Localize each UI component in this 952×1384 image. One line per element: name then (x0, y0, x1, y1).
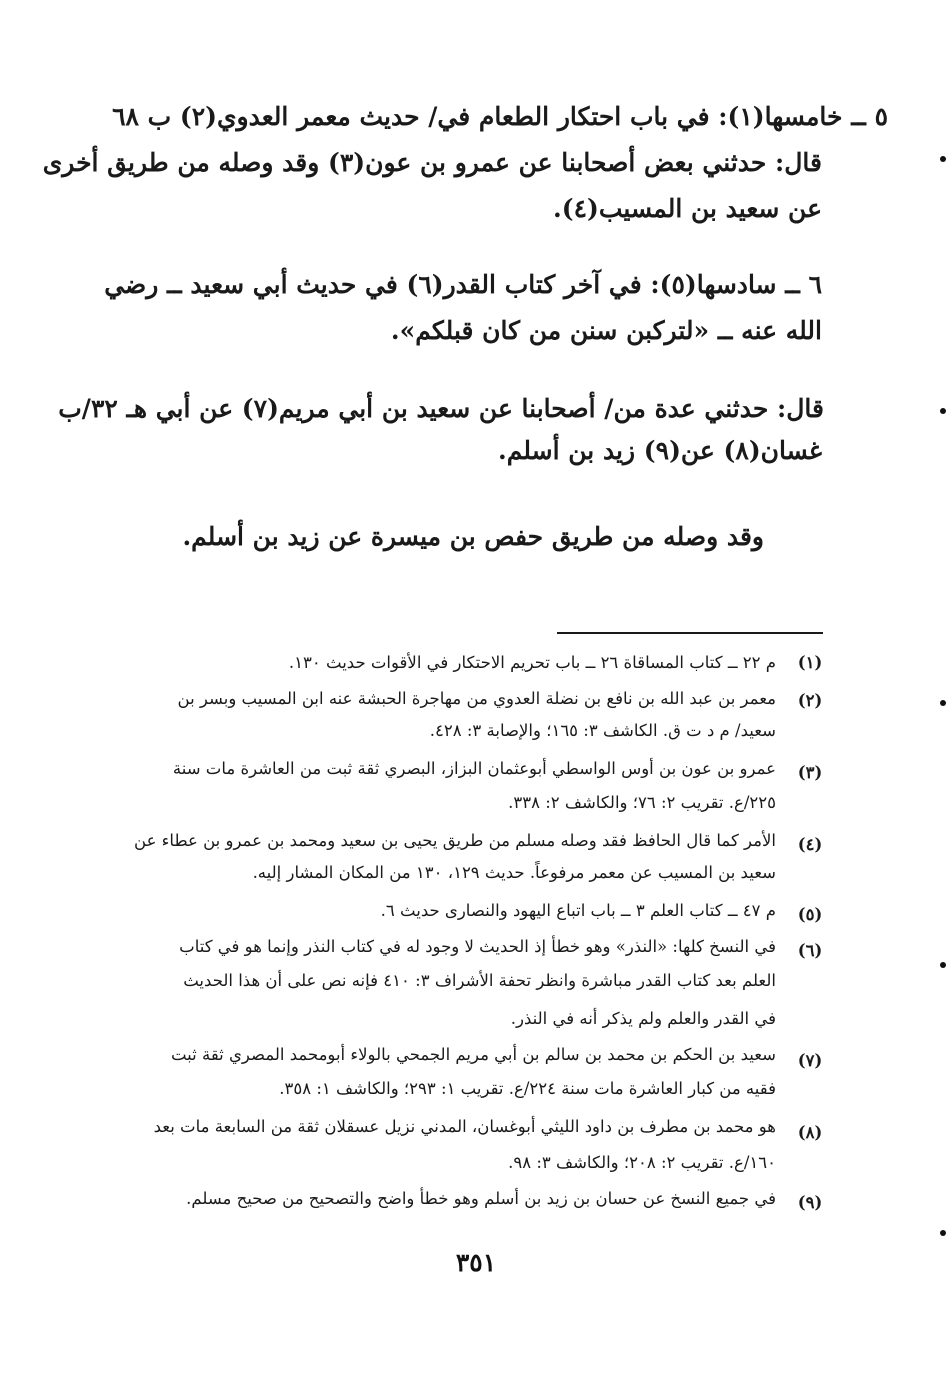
body-line: ٥ ــ خامسها(١): في باب احتكار الطعام في/ حديث معمر العدوي(٢) ب ٦٨ (112, 102, 888, 131)
scan-speck (940, 156, 946, 162)
footnote-line: الأمر كما قال الحافظ فقد وصله مسلم من طريق يحيى بن سعيد ومحمد بن عمرو بن عطاء عن (134, 831, 776, 850)
footnote-line: معمر بن عبد الله بن نافع بن نضلة العدوي من مهاجرة الحبشة عنه ابن المسيب وبسر بن (177, 689, 776, 708)
body-line: قال: حدثني بعض أصحابنا عن عمرو بن عون(٣) وقد وصله من طريق أخرى (42, 148, 822, 177)
footnote-line: سعيد/ م د ت ق. الكاشف ٣: ١٦٥؛ والإصابة ٣: ٤٢٨. (429, 721, 776, 740)
footnote-number: (٤) (797, 835, 823, 854)
footnote-separator (557, 632, 823, 634)
scan-speck (940, 1230, 946, 1236)
footnote-line: فقيه من كبار العاشرة مات سنة ٢٢٤/ع. تقريب ١: ٢٩٣؛ والكاشف ١: ٣٥٨. (279, 1079, 776, 1098)
footnote-number: (٥) (797, 905, 823, 924)
footnote-number: (٣) (797, 763, 823, 782)
scan-speck (940, 408, 946, 414)
footnote-line: عمرو بن عون بن أوس الواسطي أبوعثمان البزاز، البصري ثقة ثبت من العاشرة مات سنة (172, 759, 776, 778)
footnote-number: (٧) (797, 1051, 823, 1070)
footnote-line: في جميع النسخ عن حسان بن زيد بن أسلم وهو خطأ واضح والتصحيح من صحيح مسلم. (186, 1189, 776, 1208)
footnote-number: (١) (797, 653, 823, 672)
body-line: الله عنه ــ «لتركبن سنن من كان قبلكم». (390, 316, 822, 345)
scan-speck (940, 962, 946, 968)
footnote-line: هو محمد بن مطرف بن داود الليثي أبوغسان، المدني نزيل عسقلان ثقة من السابعة مات بعد (153, 1117, 776, 1136)
footnote-line: العلم بعد كتاب القدر مباشرة وانظر تحفة الأشراف ٣: ٤١٠ فإنه نص على أن هذا الحديث (183, 971, 776, 990)
body-line: قال: حدثني عدة من/ أصحابنا عن سعيد بن أبي مريم(٧) عن أبي هـ ٣٢/ب (58, 394, 824, 423)
scan-speck (940, 700, 946, 706)
footnote-line: ١٦٠/ع. تقريب ٢: ٢٠٨؛ والكاشف ٣: ٩٨. (508, 1153, 776, 1172)
footnote-line: سعيد بن الحكم بن محمد بن سالم بن أبي مريم الجمحي بالولاء أبومحمد المصري ثقة ثبت (170, 1045, 776, 1064)
footnote-line: م ٤٧ ــ كتاب العلم ٣ ــ باب اتباع اليهود والنصارى حديث ٦. (380, 901, 776, 920)
footnote-number: (٩) (797, 1193, 823, 1212)
body-line: وقد وصله من طريق حفص بن ميسرة عن زيد بن أسلم. (182, 522, 764, 551)
footnote-line: سعيد بن المسيب عن معمر مرفوعاً. حديث ١٢٩، ١٣٠ من المكان المشار إليه. (252, 863, 776, 882)
footnote-line: في النسخ كلها: «النذر» وهو خطأ إذ الحديث لا وجود له في كتاب النذر وإنما هو في كتاب (179, 937, 776, 956)
body-line: عن سعيد بن المسيب(٤). (553, 194, 822, 223)
footnote-line: م ٢٢ ــ كتاب المساقاة ٢٦ ــ باب تحريم الاحتكار في الأقوات حديث ١٣٠. (288, 653, 776, 672)
body-line: غسان(٨) عن(٩) زيد بن أسلم. (498, 436, 822, 465)
footnote-line: في القدر والعلم ولم يذكر أنه في النذر. (510, 1009, 776, 1028)
footnote-number: (٨) (797, 1123, 823, 1142)
body-line: ٦ ــ سادسها(٥): في آخر كتاب القدر(٦) في حديث أبي سعيد ــ رضي (104, 270, 822, 299)
page-number: ٣٥١ (455, 1248, 497, 1277)
footnote-line: ٢٢٥/ع. تقريب ٢: ٧٦؛ والكاشف ٢: ٣٣٨. (508, 793, 776, 812)
footnote-number: (٦) (797, 941, 823, 960)
footnote-number: (٢) (797, 691, 823, 710)
